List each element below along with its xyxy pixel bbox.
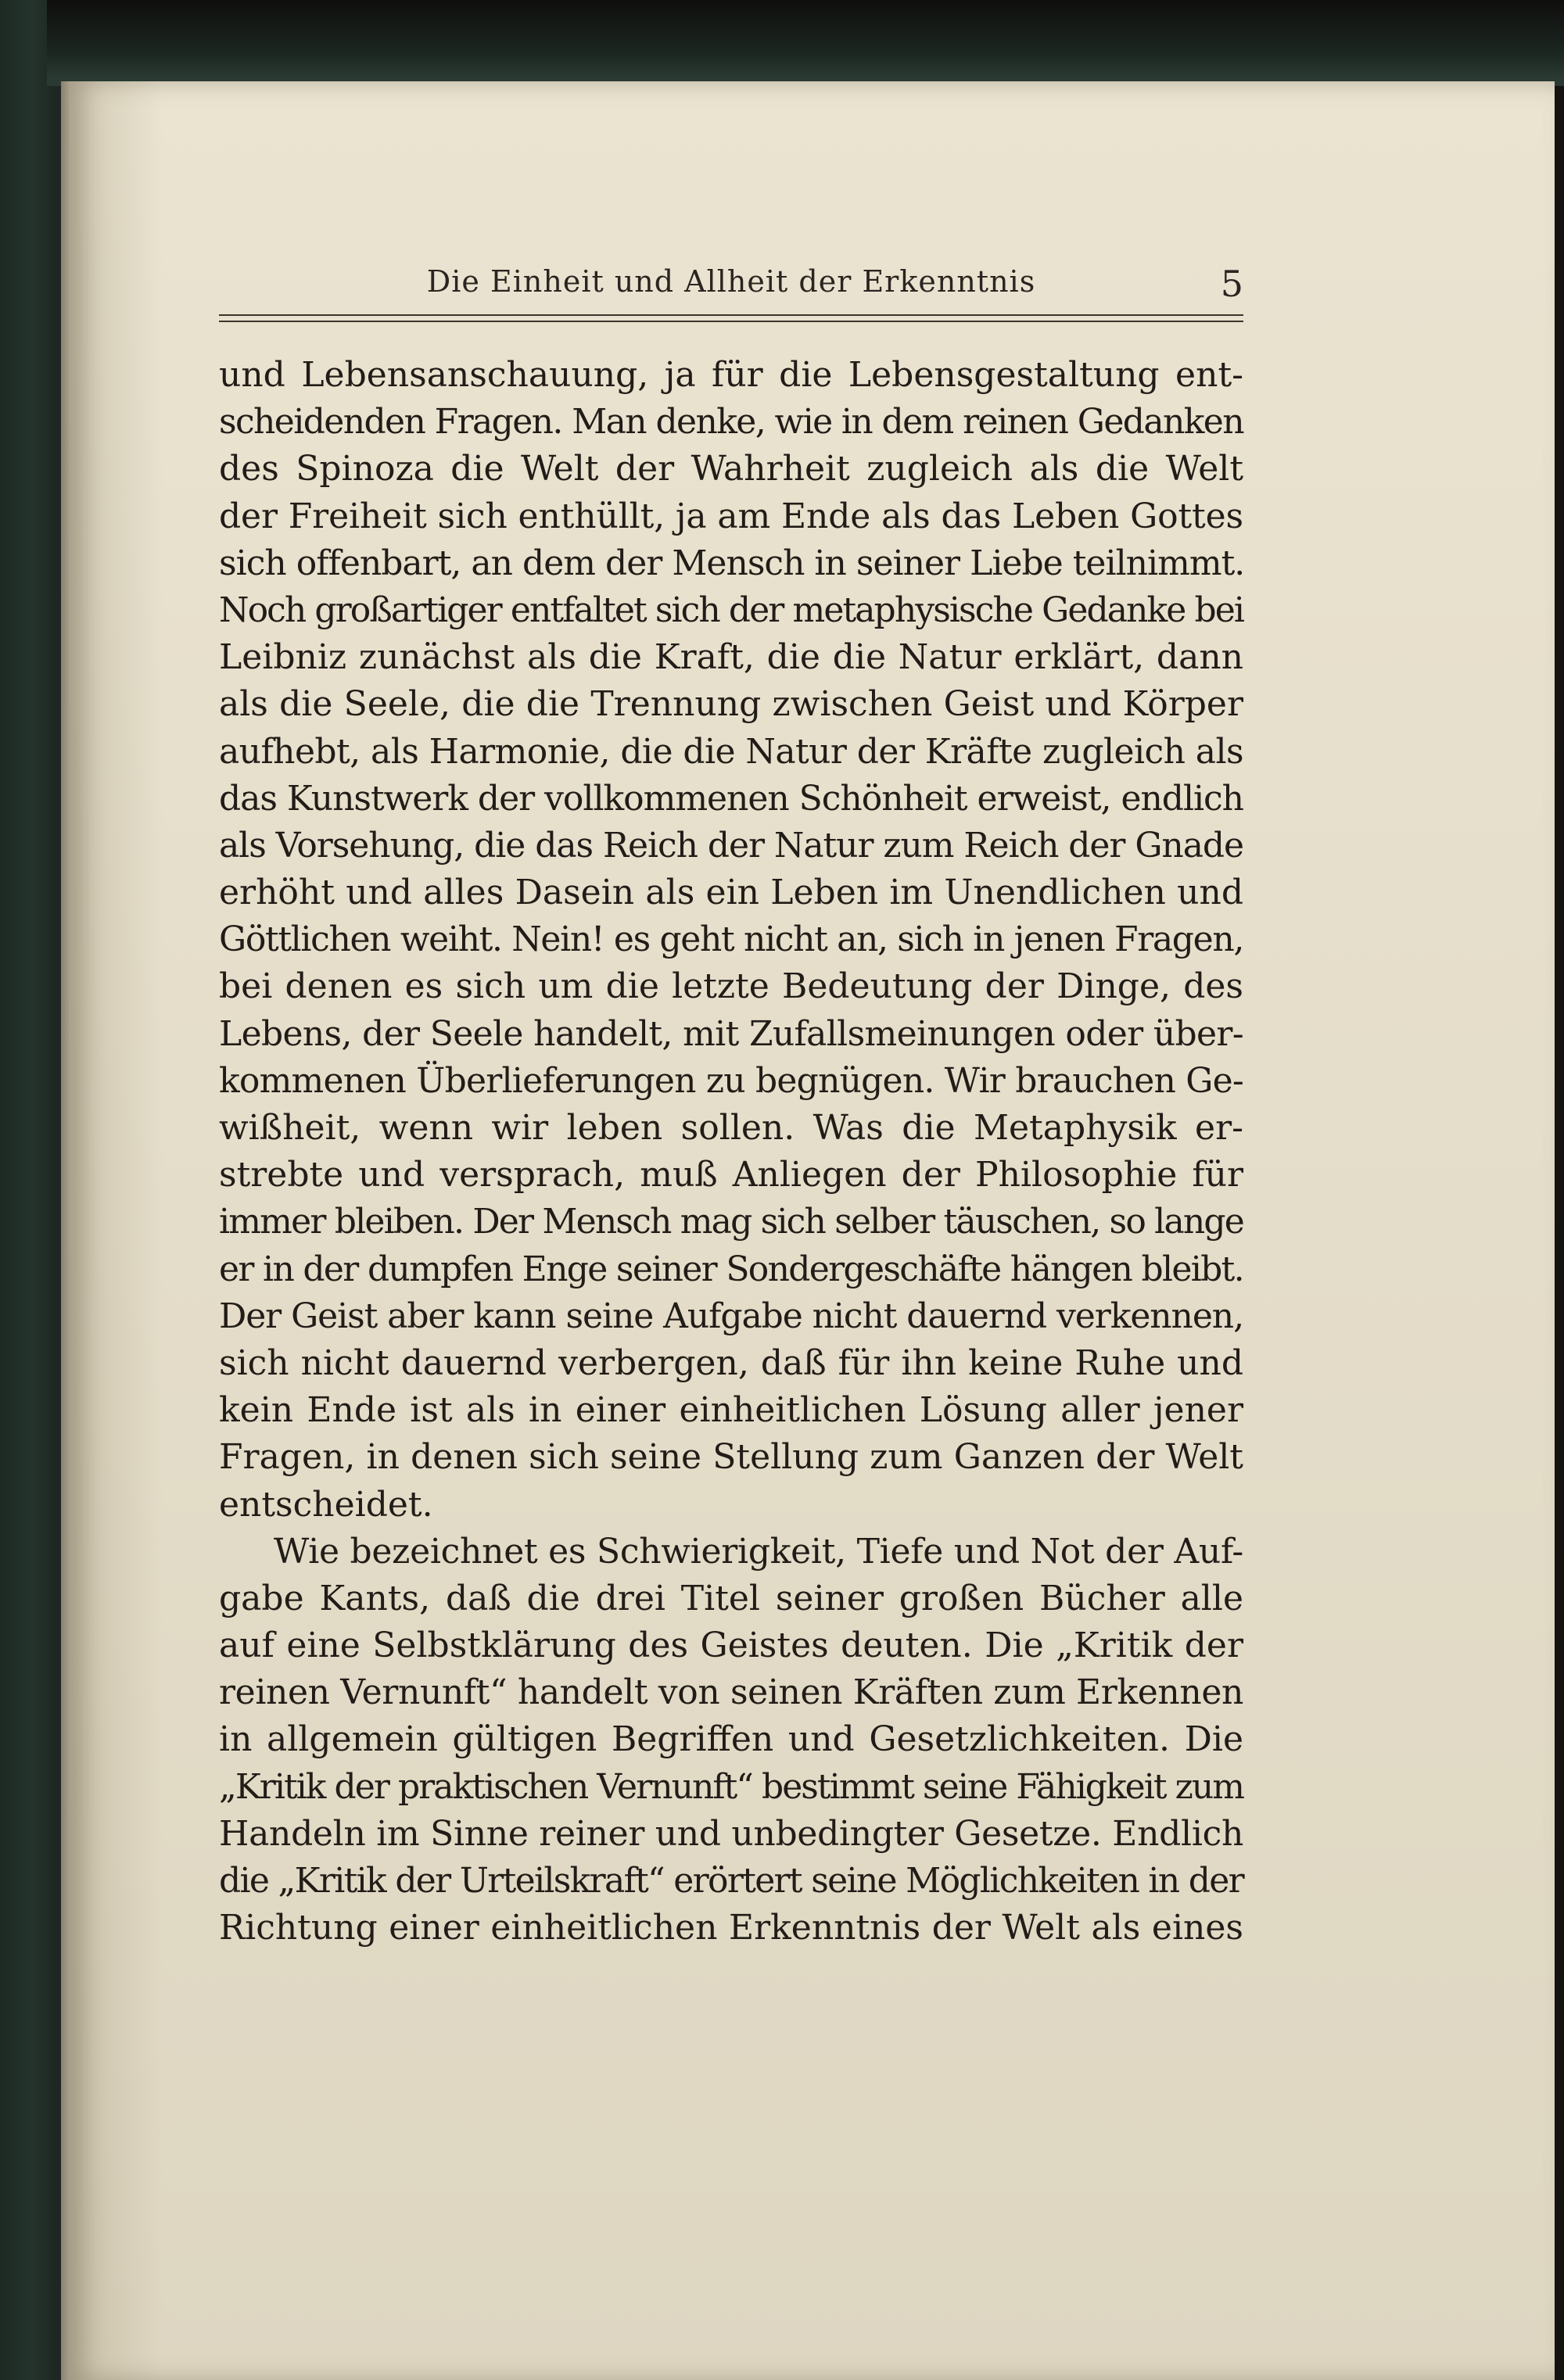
text-line: das Kunstwerk der vollkommenen Schönheit erweist, endlich — [219, 778, 1243, 819]
page-number: 5 — [1220, 263, 1243, 305]
paragraph-start-line: Wie bezeichnet es Schwierigkeit, Tiefe und Not der Auf- — [274, 1531, 1243, 1572]
text-line: als Vorsehung, die das Reich der Natur zum Reich der Gnade — [219, 825, 1243, 866]
text-line: Handeln im Sinne reiner und unbedingter Gesetze. Endlich — [219, 1813, 1243, 1854]
header-double-rule — [219, 314, 1243, 322]
text-line: als die Seele, die die Trennung zwischen Geist und Körper — [219, 684, 1243, 725]
text-line: Fragen, in denen sich seine Stellung zum Ganzen der Welt — [219, 1437, 1243, 1478]
text-line: die „Kritik der Urteilskraft“ erörtert seine Möglichkeiten in der — [219, 1861, 1243, 1901]
text-line: reinen Vernunft“ handelt von seinen Kräften zum Erkennen — [219, 1672, 1243, 1713]
running-head-title: Die Einheit und Allheit der Erkenntnis — [426, 264, 1036, 299]
text-line: kommenen Überlieferungen zu begnügen. Wir brauchen Ge- — [219, 1060, 1243, 1101]
text-line: auf eine Selbstklärung des Geistes deuten. Die „Kritik der — [219, 1625, 1243, 1666]
text-line: Der Geist aber kann seine Aufgabe nicht dauernd verkennen, — [219, 1296, 1243, 1336]
text-line: strebte und versprach, muß Anliegen der Philosophie für — [219, 1155, 1243, 1195]
text-line: und Lebensanschauung, ja für die Lebensgestaltung ent- — [219, 355, 1243, 395]
paragraph-end-line: entscheidet. — [219, 1484, 433, 1525]
text-line: wißheit, wenn wir leben sollen. Was die Metaphysik er- — [219, 1108, 1243, 1148]
text-line: aufhebt, als Harmonie, die die Natur der Kräfte zugleich als — [219, 731, 1243, 772]
text-line: Leibniz zunächst als die Kraft, die die Natur erklärt, dann — [219, 637, 1243, 678]
text-line: immer bleiben. Der Mensch mag sich selber täuschen, so lange — [219, 1202, 1243, 1242]
body-text — [219, 352, 1243, 1952]
text-line: sich nicht dauernd verbergen, daß für ihn keine Ruhe und — [219, 1342, 1243, 1383]
text-line: „Kritik der praktischen Vernunft“ bestimmt seine Fähigkeit zum — [219, 1766, 1243, 1807]
text-line: bei denen es sich um die letzte Bedeutung der Dinge, des — [219, 966, 1243, 1007]
text-line: Noch großartiger entfaltet sich der metaphysische Gedanke bei — [219, 590, 1243, 630]
text-line: gabe Kants, daß die drei Titel seiner großen Bücher alle — [219, 1578, 1243, 1618]
text-line: sich offenbart, an dem der Mensch in seiner Liebe teilnimmt. — [219, 543, 1245, 583]
text-line: des Spinoza die Welt der Wahrheit zugleich als die Welt — [219, 449, 1243, 489]
text-line: Göttlichen weiht. Nein! es geht nicht an, sich in jenen Fragen, — [219, 919, 1243, 960]
book-cover-top — [47, 0, 1564, 86]
text-line: Richtung einer einheitlichen Erkenntnis der Welt als eines — [219, 1908, 1243, 1948]
text-line: er in der dumpfen Enge seiner Sondergeschäfte hängen bleibt. — [219, 1249, 1243, 1289]
text-line: kein Ende ist als in einer einheitlichen Lösung aller jener — [219, 1390, 1243, 1431]
text-line: der Freiheit sich enthüllt, ja am Ende als das Leben Gottes — [219, 496, 1243, 536]
text-line: Lebens, der Seele handelt, mit Zufallsmeinungen oder über- — [219, 1013, 1243, 1054]
running-head — [219, 264, 1243, 311]
text-line: in allgemein gültigen Begriffen und Gesetzlichkeiten. Die — [219, 1719, 1243, 1760]
text-line: scheidenden Fragen. Man denke, wie in dem reinen Gedanken — [219, 402, 1243, 443]
text-line: erhöht und alles Dasein als ein Leben im Unendlichen und — [219, 873, 1243, 913]
